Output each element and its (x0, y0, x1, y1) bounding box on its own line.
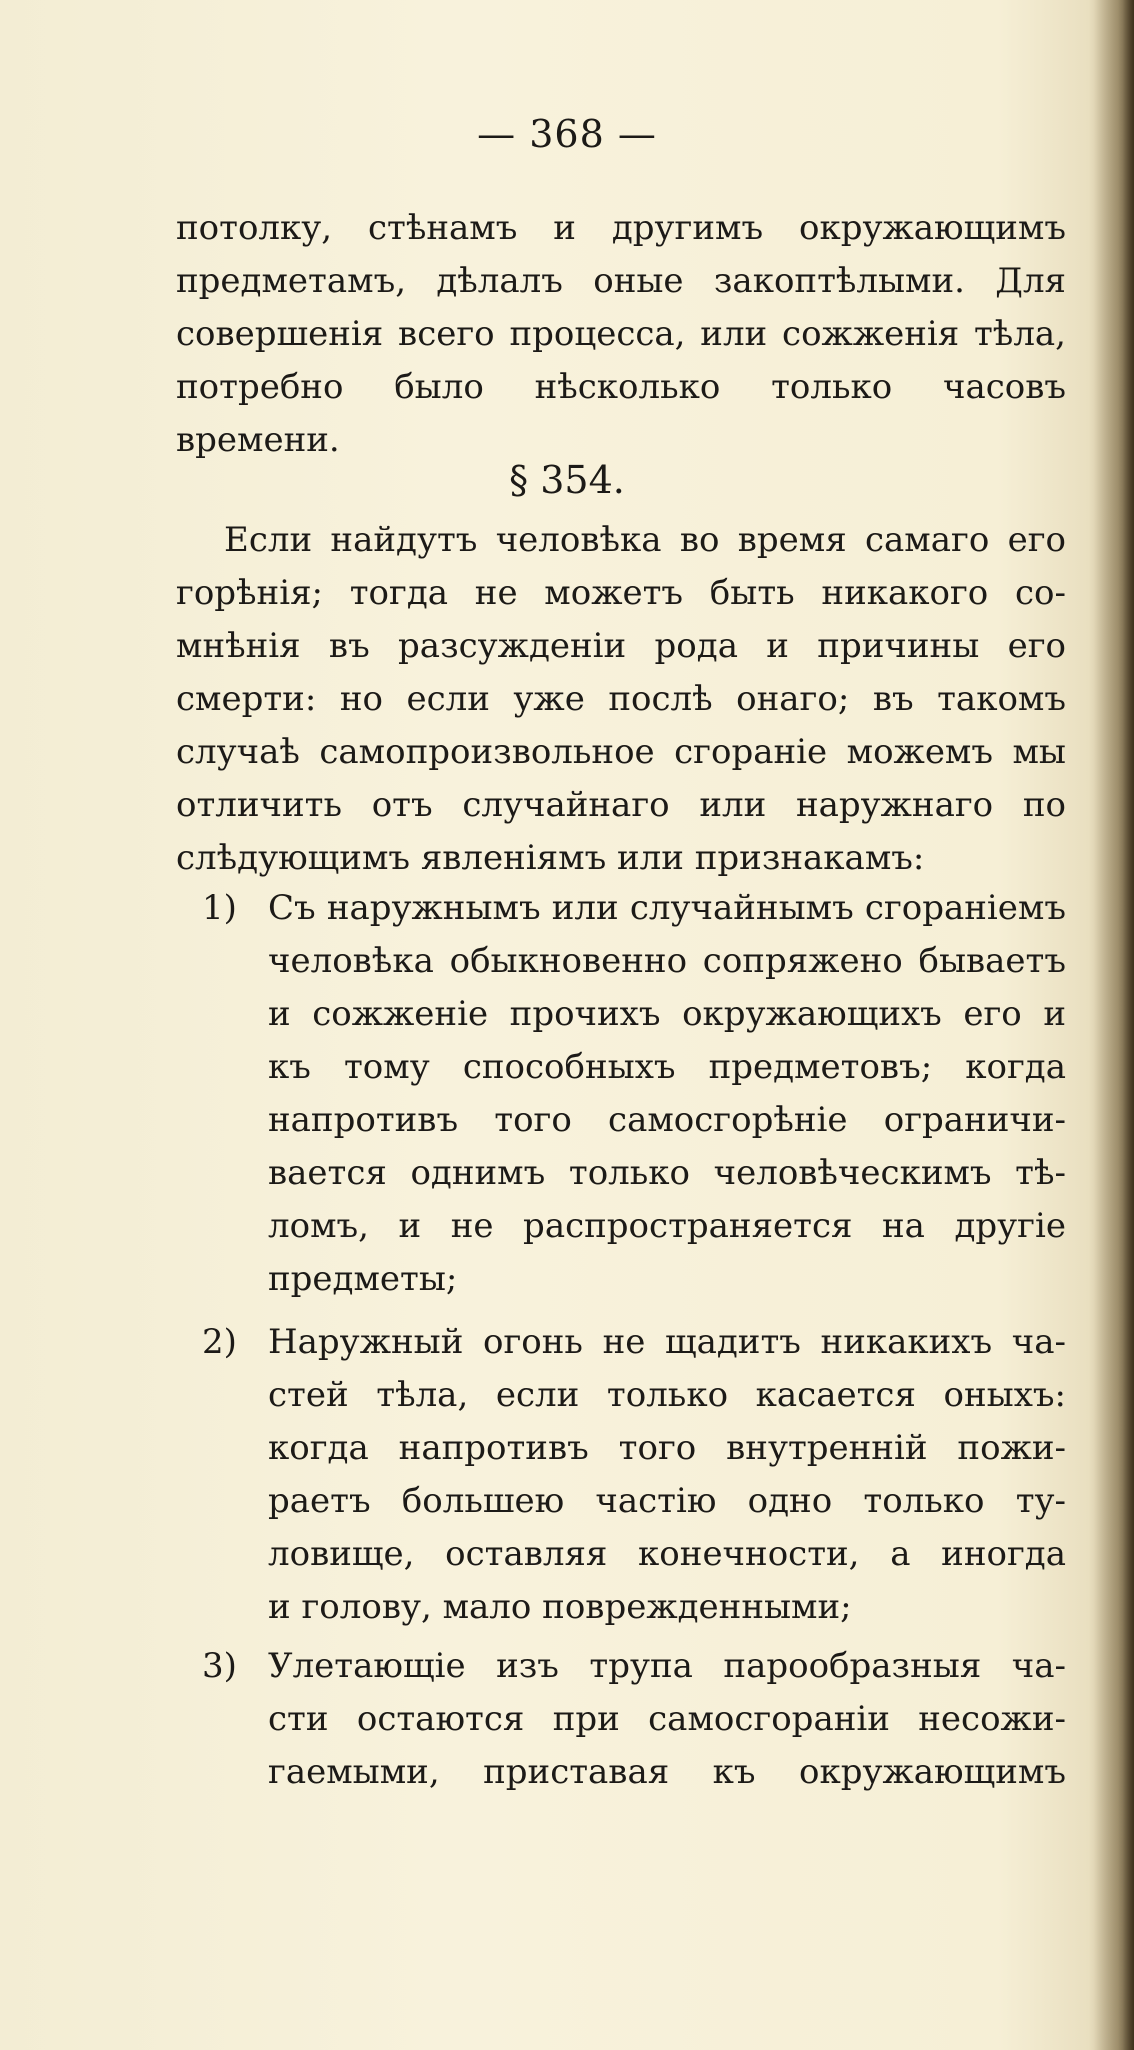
paragraph-continued (176, 202, 1066, 467)
page-binding-shadow (1094, 0, 1134, 2050)
text-line: мнѣнія въ разсужденіи рода и причины его (176, 626, 1066, 666)
text-line: горѣнія; тогда не можетъ быть никакого со- (176, 573, 1066, 613)
list-item-number: 1) (202, 888, 237, 928)
text-line: вается однимъ только человѣческимъ тѣ- (268, 1153, 1066, 1193)
text-line: напротивъ того самосгорѣніе ограничи- (268, 1100, 1066, 1140)
text-line: человѣка обыкновенно сопряжено бываетъ (268, 941, 1066, 981)
text-line: Улетающіе изъ трупа парообразныя ча- (268, 1646, 1066, 1686)
text-line: сти остаются при самосгораніи несожи- (268, 1699, 1066, 1739)
text-line: Наружный огонь не щадитъ никакихъ ча- (268, 1322, 1066, 1362)
text-line: ловище, оставляя конечности, а иногда (268, 1534, 1066, 1574)
text-line: предметамъ, дѣлалъ оные закоптѣлыми. Для (176, 261, 1066, 301)
text-line: къ тому способныхъ предметовъ; когда (268, 1047, 1066, 1087)
text-line: стей тѣла, если только касается оныхъ: (268, 1375, 1066, 1415)
list-item-body (268, 882, 1066, 1306)
text-line: раетъ большею частію одно только ту- (268, 1481, 1066, 1521)
text-line: Съ наружнымъ или случайнымъ сгораніемъ (268, 888, 1066, 928)
text-line: Если найдутъ человѣка во время самаго его (224, 520, 1066, 560)
text-line: и сожженіе прочихъ окружающихъ его и (268, 994, 1066, 1034)
text-line: случаѣ самопроизвольное сгораніе можемъ мы (176, 732, 1066, 772)
text-line: времени. (176, 420, 340, 460)
text-line: совершенія всего процесса, или сожженія тѣла, (176, 314, 1066, 354)
text-line: гаемыми, пристaвая къ окружающимъ (268, 1752, 1066, 1792)
text-line: когда напротивъ того внутренній пожи- (268, 1428, 1066, 1468)
page-number: — 368 — (477, 112, 657, 156)
text-line: и голову, мало поврежденными; (268, 1587, 852, 1627)
text-line: потолку, стѣнамъ и другимъ окружающимъ (176, 208, 1066, 248)
section-heading: § 354. (509, 458, 625, 502)
text-line: слѣдующимъ явленіямъ или признакамъ: (176, 838, 925, 878)
text-line: смерти: но если уже послѣ онаго; въ такомъ (176, 679, 1066, 719)
list-item-body (268, 1640, 1066, 1799)
list-item-number: 3) (202, 1646, 237, 1686)
text-line: предметы; (268, 1259, 458, 1299)
text-line: потребно было нѣсколько только часовъ (176, 367, 1066, 407)
paragraph-section-354 (176, 514, 1066, 885)
text-line: отличить отъ случайнаго или наружнаго по (176, 785, 1066, 825)
list-item-number: 2) (202, 1322, 237, 1362)
list-item-body (268, 1316, 1066, 1634)
text-line: ломъ, и не распространяется на другіе (268, 1206, 1066, 1246)
